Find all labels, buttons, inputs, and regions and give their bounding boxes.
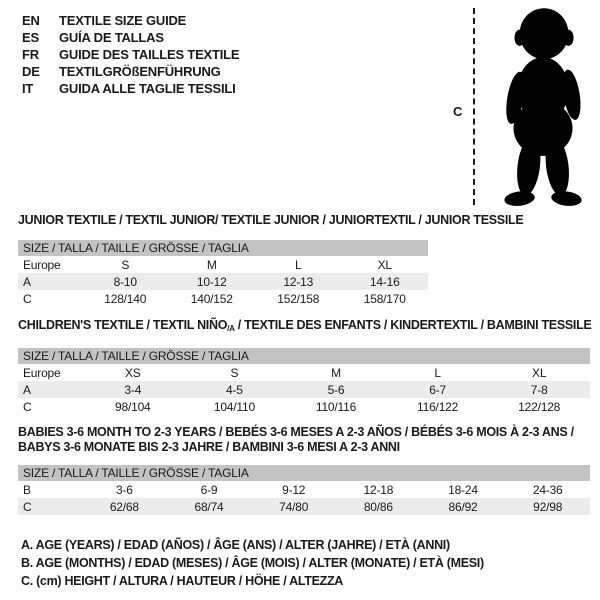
- height-dashed-line: [473, 8, 475, 205]
- table-row-height: [18, 498, 590, 515]
- row-label: Europe: [23, 257, 61, 272]
- age-cell: 7-8: [530, 382, 548, 397]
- table-row-age: [18, 273, 428, 290]
- size-cell: XL: [377, 257, 392, 272]
- junior-size-table: [18, 240, 428, 307]
- age-cell: 12-13: [283, 274, 314, 289]
- months-cell: 9-12: [282, 482, 306, 497]
- row-label: C: [23, 499, 32, 514]
- height-cell: 122/128: [518, 399, 561, 414]
- size-cell: S: [230, 365, 239, 380]
- legend-height-cm: C. (cm) HEIGHT / ALTURA / HAUTEUR / HÖHE / ALTEZZA: [21, 574, 344, 588]
- age-cell: 4-5: [226, 382, 243, 397]
- language-row-it: [22, 80, 239, 97]
- height-cell: 116/122: [417, 399, 459, 414]
- height-cell: 80/86: [363, 499, 393, 514]
- months-cell: 3-6: [115, 482, 133, 497]
- language-label: TEXTILE SIZE GUIDE: [59, 13, 187, 28]
- age-cell: 8-10: [113, 274, 137, 289]
- language-list: [22, 12, 239, 97]
- row-label: B: [23, 482, 31, 497]
- children-section-title: [18, 318, 590, 336]
- language-row-en: [22, 12, 239, 29]
- height-cell: 140/152: [190, 291, 233, 306]
- height-cell: 104/110: [213, 399, 255, 414]
- language-label: GUIDE DES TAILLES TEXTILE: [59, 47, 240, 62]
- children-textile-section: [18, 318, 590, 415]
- height-cell: 86/92: [448, 499, 478, 514]
- size-header-band: SIZE / TALLA / TAILLE / GRÖSSE / TAGLIA: [18, 465, 590, 481]
- language-row-de: [22, 63, 239, 80]
- language-code: DE: [22, 64, 40, 79]
- title-text: / TEXTILE DES ENFANTS / KINDERTEXTIL / BAMBINI TESSILE: [234, 318, 592, 332]
- months-cell: 12-18: [363, 482, 394, 497]
- size-cell: S: [121, 257, 130, 272]
- height-cell: 68/74: [194, 499, 224, 514]
- junior-section-title: JUNIOR TEXTILE / TEXTIL JUNIOR/ TEXTILE JUNIOR / JUNIORTEXTIL / JUNIOR TESSILE: [18, 213, 524, 227]
- table-row-europe: [18, 256, 428, 273]
- language-code: EN: [22, 13, 40, 28]
- age-cell: 10-12: [196, 274, 227, 289]
- age-cell: 5-6: [327, 382, 345, 397]
- legend: [21, 536, 484, 590]
- months-cell: 6-9: [200, 482, 218, 497]
- language-row-fr: [22, 46, 239, 63]
- babies-size-table: [18, 465, 590, 515]
- age-cell: 6-7: [429, 382, 446, 397]
- language-row-es: [22, 29, 239, 46]
- age-cell: 14-16: [369, 274, 400, 289]
- table-row-height: [18, 398, 590, 415]
- months-cell: 18-24: [448, 482, 478, 497]
- junior-textile-section: [18, 213, 524, 307]
- size-cell: L: [295, 257, 302, 272]
- language-code: ES: [22, 30, 39, 45]
- babies-section-title: [18, 425, 590, 455]
- height-cell: 98/104: [115, 399, 151, 414]
- height-cell: 92/98: [533, 499, 563, 514]
- language-code: IT: [22, 81, 34, 96]
- legend-age-months: B. AGE (MONTHS) / EDAD (MESES) / ÂGE (MOIS) / ALTER (MONATE) / ETÀ (MESI): [21, 556, 484, 570]
- row-label: Europe: [23, 365, 61, 380]
- size-cell: XL: [532, 365, 547, 380]
- table-row-europe: [18, 364, 590, 381]
- children-size-table: [18, 348, 590, 415]
- months-cell: 24-36: [532, 482, 563, 497]
- row-label: C: [23, 291, 32, 306]
- height-cell: 128/140: [104, 291, 147, 306]
- height-label-c: C: [453, 104, 463, 119]
- size-cell: XS: [124, 365, 141, 380]
- height-cell: 152/158: [277, 291, 320, 306]
- size-header-band: SIZE / TALLA / TAILLE / GRÖSSE / TAGLIA: [18, 240, 428, 256]
- language-code: FR: [22, 47, 39, 62]
- height-cell: 158/170: [363, 291, 406, 306]
- legend-age-years: A. AGE (YEARS) / EDAD (AÑOS) / ÂGE (ANS) / ALTER (JAHRE) / ETÀ (ANNI): [21, 538, 450, 552]
- language-label: TEXTILGRÖßENFÜHRUNG: [59, 64, 221, 79]
- size-header-band: SIZE / TALLA / TAILLE / GRÖSSE / TAGLIA: [18, 348, 590, 364]
- babies-textile-section: [18, 425, 590, 515]
- height-cell: 62/68: [109, 499, 139, 514]
- title-subscript: /A: [227, 324, 235, 333]
- size-cell: M: [331, 365, 341, 380]
- language-label: GUÍA DE TALLAS: [59, 30, 164, 45]
- table-row-months: [18, 481, 590, 498]
- baby-silhouette-icon: [486, 6, 598, 210]
- table-row-height: [18, 290, 428, 307]
- table-row-age: [18, 381, 590, 398]
- height-cell: 110/116: [315, 399, 357, 414]
- row-label: C: [23, 399, 32, 414]
- size-cell: L: [434, 365, 441, 380]
- height-cell: 74/80: [279, 499, 309, 514]
- row-label: A: [23, 274, 31, 289]
- title-line-2: BABYS 3-6 MONATE BIS 2-3 JAHRE / BAMBINI 3-6 MESI A 2-3 ANNI: [18, 440, 400, 454]
- size-cell: M: [206, 257, 217, 272]
- title-text: CHILDREN'S TEXTILE / TEXTIL NIÑO: [18, 318, 228, 332]
- row-label: A: [23, 382, 31, 397]
- title-line-1: BABIES 3-6 MONTH TO 2-3 YEARS / BEBÉS 3-6 MESES A 2-3 AÑOS / BÉBÉS 3-6 MOIS À 2-3 ANS /: [18, 425, 574, 439]
- age-cell: 3-4: [124, 382, 142, 397]
- language-label: GUIDA ALLE TAGLIE TESSILI: [59, 81, 236, 96]
